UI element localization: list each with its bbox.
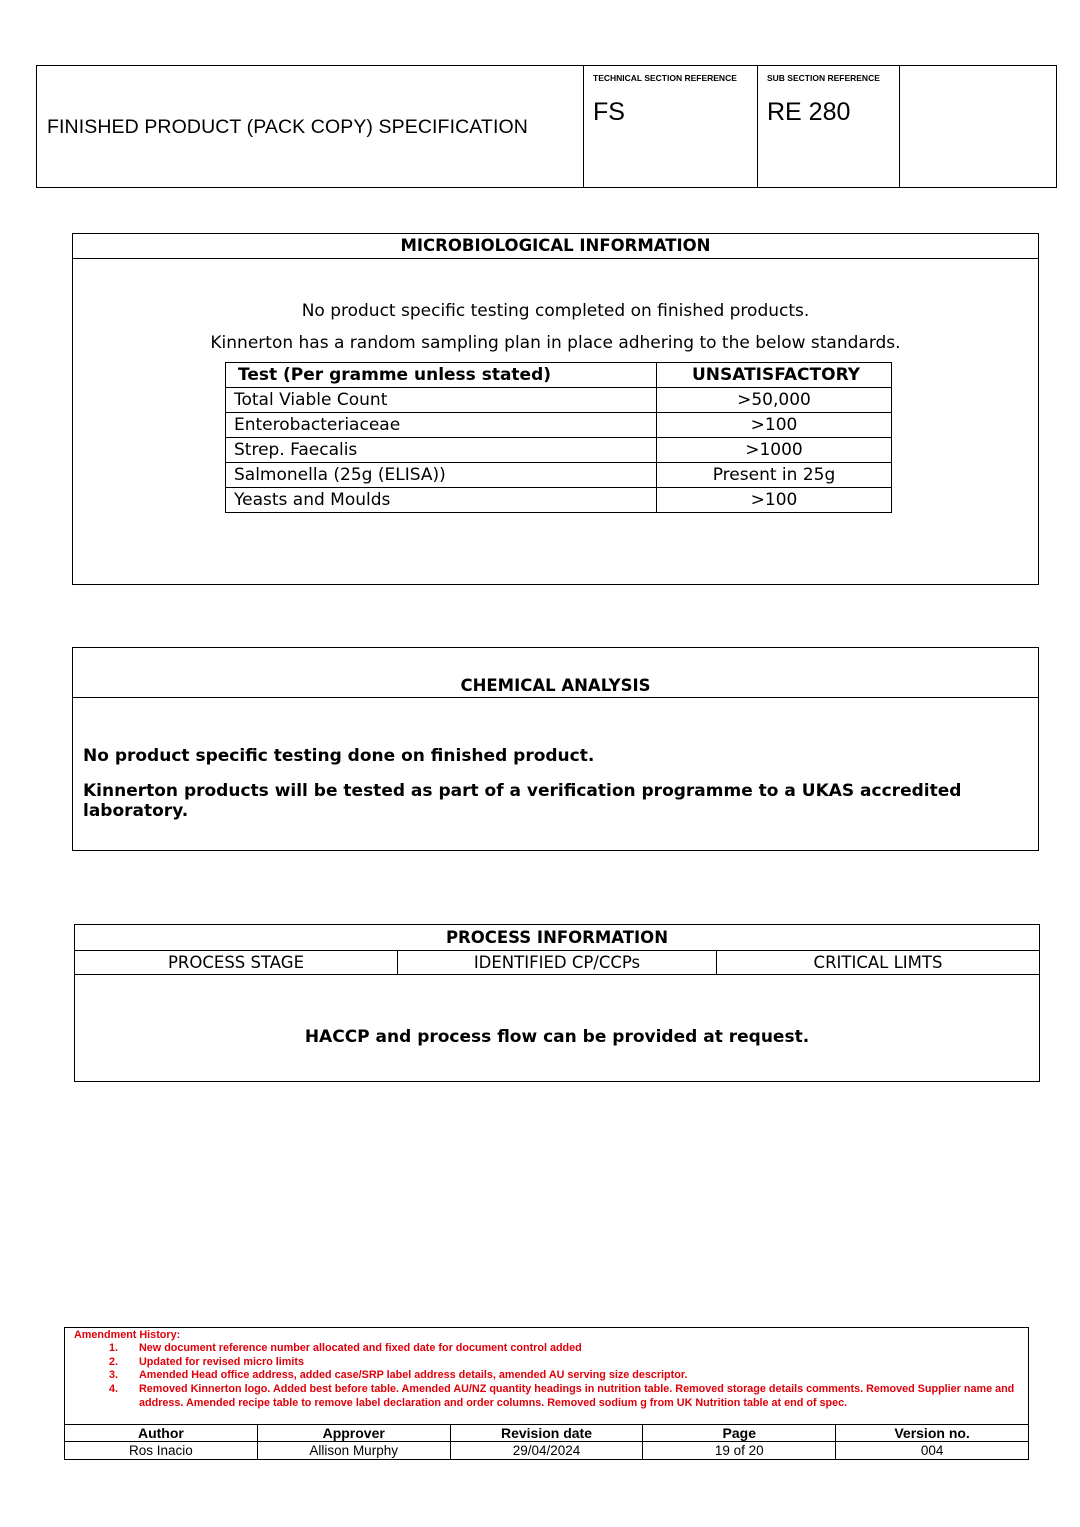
document-control-grid [65, 1424, 1028, 1460]
empty-ref-cell [899, 66, 1057, 187]
table-row [226, 463, 892, 488]
amendment-history-title: Amendment History: [74, 1329, 181, 1341]
table-header-test: Test (Per gramme unless stated) [226, 363, 657, 388]
table-row [226, 438, 892, 463]
approver-label: Approver [258, 1425, 451, 1441]
amendment-number: 3. [108, 1369, 118, 1381]
column-critical-limits: CRITICAL LIMTS [813, 953, 943, 972]
control-labels-row [65, 1424, 1028, 1442]
technical-ref-label: TECHNICAL SECTION REFERENCE [593, 73, 737, 83]
column-process-stage: PROCESS STAGE [75, 951, 398, 974]
document-header [36, 65, 1057, 188]
table-cell-test: Salmonella (25g (ELISA)) [226, 463, 657, 488]
chemical-line-1: No product specific testing done on finished product. [83, 746, 595, 766]
amendment-number: 1. [108, 1342, 118, 1354]
table-row [226, 488, 892, 513]
approver-value: Allison Murphy [258, 1442, 451, 1460]
control-values-row [65, 1442, 1028, 1460]
table-cell-test: Total Viable Count [226, 388, 657, 413]
chemical-line-2: Kinnerton products will be tested as part of a verification programme to a UKAS accredited laboratory. [83, 781, 962, 821]
microbiological-title: MICROBIOLOGICAL INFORMATION [400, 236, 711, 255]
version-label: Version no. [894, 1425, 970, 1441]
technical-ref-value: FS [593, 98, 625, 126]
divider [73, 258, 1038, 259]
document-footer [64, 1327, 1029, 1460]
process-title: PROCESS INFORMATION [445, 928, 669, 947]
sub-section-reference [757, 66, 900, 187]
micro-standards-table [225, 362, 892, 513]
table-cell-limit: >100 [657, 413, 892, 438]
version-value: 004 [920, 1443, 944, 1458]
table-row [226, 413, 892, 438]
table-cell-test: Yeasts and Moulds [226, 488, 657, 513]
amendment-item [65, 1356, 1028, 1370]
process-note: HACCP and process flow can be provided at request. [304, 1027, 810, 1047]
divider [73, 697, 1038, 698]
amendment-item [65, 1383, 1028, 1425]
revision-date-value: 29/04/2024 [451, 1442, 644, 1460]
table-cell-limit: >50,000 [657, 388, 892, 413]
revision-date-label: Revision date [451, 1425, 644, 1441]
table-cell-limit: Present in 25g [657, 463, 892, 488]
table-cell-test: Strep. Faecalis [226, 438, 657, 463]
amendment-item [65, 1342, 1028, 1356]
amendment-text: New document reference number allocated and fixed date for document control added [139, 1342, 582, 1354]
table-cell-limit: >1000 [657, 438, 892, 463]
page-value: 19 of 20 [643, 1442, 836, 1460]
sub-ref-value: RE 280 [767, 98, 851, 126]
amendment-text: Amended Head office address, added case/SRP label address details, amended AU serving size descriptor. [139, 1369, 688, 1381]
amendment-number: 4. [108, 1383, 118, 1395]
process-section [74, 924, 1040, 1082]
micro-line-2: Kinnerton has a random sampling plan in place adhering to the below standards. [210, 333, 901, 353]
table-row [226, 388, 892, 413]
sub-ref-label: SUB SECTION REFERENCE [767, 73, 880, 83]
author-label: Author [65, 1425, 258, 1441]
table-header-unsatisfactory: UNSATISFACTORY [657, 363, 892, 388]
chemical-title: CHEMICAL ANALYSIS [460, 676, 651, 695]
amendment-text: Updated for revised micro limits [139, 1356, 304, 1368]
page-label: Page [643, 1425, 836, 1441]
table-cell-limit: >100 [657, 488, 892, 513]
amendment-number: 2. [108, 1356, 118, 1368]
document-title: FINISHED PRODUCT (PACK COPY) SPECIFICATION [47, 116, 528, 138]
chemical-section [72, 647, 1039, 851]
column-identified-ccps: IDENTIFIED CP/CCPs [398, 951, 717, 974]
microbiological-section [72, 233, 1039, 585]
technical-section-reference [583, 66, 759, 187]
table-cell-test: Enterobacteriaceae [226, 413, 657, 438]
table-header-row [226, 363, 892, 388]
amendment-item [65, 1369, 1028, 1383]
process-columns [75, 950, 1039, 975]
author-value: Ros Inacio [65, 1442, 258, 1460]
micro-line-1: No product specific testing completed on finished products. [301, 301, 810, 321]
amendment-text: Removed Kinnerton logo. Added best before table. Amended AU/NZ quantity headings in nutrition table. Removed storage details comments. Removed Supplier name and address. Amended recipe table to remove label declaration and order columns. Removed sodium g from UK Nutrition table at end of spec. [139, 1383, 1015, 1409]
